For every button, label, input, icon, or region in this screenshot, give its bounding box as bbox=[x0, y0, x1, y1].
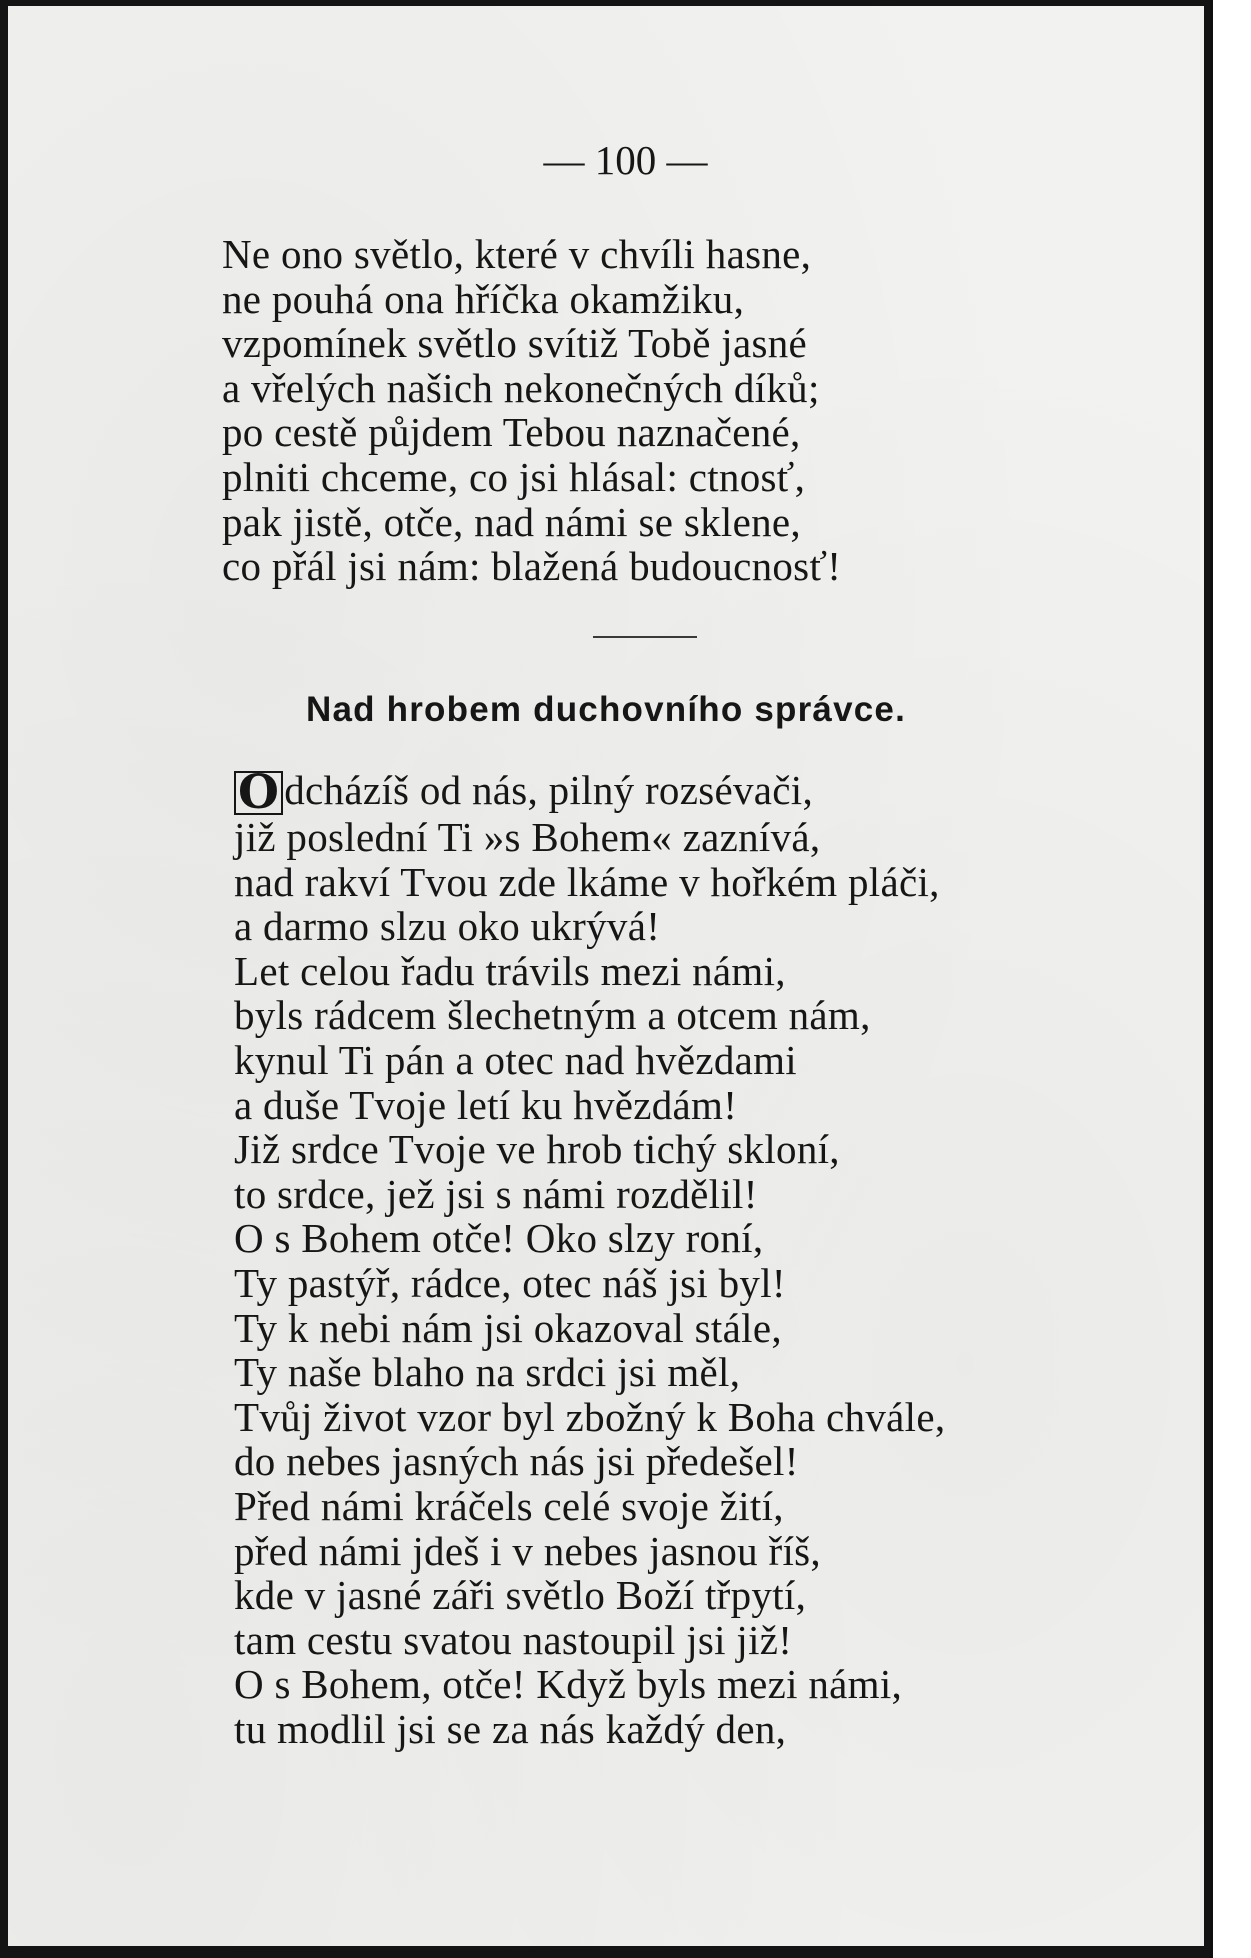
verse-line: O s Bohem, otče! Když byls mezi námi, bbox=[234, 1661, 903, 1708]
poem-body bbox=[234, 765, 946, 1752]
verse-line-first bbox=[234, 765, 945, 820]
verse-line: před námi jdeš i v nebes jasnou říš, bbox=[234, 1527, 821, 1574]
verse-line: a darmo slzu oko ukrývá! bbox=[234, 903, 661, 950]
verse-line: a vřelých našich nekonečných díků; bbox=[222, 364, 820, 411]
page-number: — 100 — bbox=[543, 137, 708, 183]
verse-line: Již srdce Tvoje ve hrob tichý skloní, bbox=[234, 1126, 840, 1173]
section-divider bbox=[593, 636, 697, 638]
verse-line: pak jistě, otče, nad námi se sklene, bbox=[222, 498, 801, 545]
verse-line: po cestě půjdem Tebou naznačené, bbox=[222, 409, 801, 456]
verse-line: do nebes jasných nás jsi předešel! bbox=[234, 1438, 799, 1485]
verse-line: nad rakví Tvou zde lkáme v hořkém pláči, bbox=[234, 858, 940, 905]
adjacent-page-edge bbox=[1210, 0, 1251, 1958]
verse-line: Tvůj život vzor byl zbožný k Boha chvále, bbox=[234, 1393, 946, 1440]
verse-line: kde v jasné záři světlo Boží třpytí, bbox=[234, 1572, 807, 1619]
verse-line: to srdce, jež jsi s námi rozdělil! bbox=[234, 1170, 758, 1217]
verse-line: a duše Tvoje letí ku hvězdám! bbox=[234, 1081, 738, 1128]
verse-line: byls rádcem šlechetným a otcem nám, bbox=[234, 992, 871, 1039]
first-line-rest: dcházíš od nás, pilný rozsévači, bbox=[284, 767, 814, 813]
verse-line: tu modlil jsi se za nás každý den, bbox=[234, 1705, 787, 1752]
verse-line: plniti chceme, co jsi hlásal: ctnosť, bbox=[222, 453, 806, 500]
drop-cap: O bbox=[234, 771, 283, 815]
verse-line: Ty naše blaho na srdci jsi měl, bbox=[234, 1349, 741, 1396]
verse-line: kynul Ti pán a otec nad hvězdami bbox=[234, 1036, 797, 1083]
verse-line: již poslední Ti »s Bohem« zaznívá, bbox=[234, 814, 821, 860]
verse-line: O s Bohem otče! Oko slzy roní, bbox=[234, 1215, 764, 1262]
verse-line: tam cestu svatou nastoupil jsi již! bbox=[234, 1616, 793, 1663]
stanza-first bbox=[222, 232, 841, 589]
verse-line: Let celou řadu trávils mezi námi, bbox=[234, 947, 786, 994]
verse-line: vzpomínek světlo svítiž Tobě jasné bbox=[222, 320, 808, 367]
verse-line: Ty pastýř, rádce, otec náš jsi byl! bbox=[234, 1259, 786, 1306]
verse-line: ne pouhá ona hříčka okamžiku, bbox=[222, 275, 745, 322]
verse-line: Před námi kráčels celé svoje žití, bbox=[234, 1482, 784, 1529]
verse-line: Ty k nebi nám jsi okazoval stále, bbox=[234, 1304, 782, 1351]
poem-heading: Nad hrobem duchovního správce. bbox=[306, 690, 906, 729]
verse-line: co přál jsi nám: blažená budoucnosť! bbox=[222, 543, 842, 590]
verse-line: Ne ono světlo, které v chvíli hasne, bbox=[222, 231, 812, 277]
